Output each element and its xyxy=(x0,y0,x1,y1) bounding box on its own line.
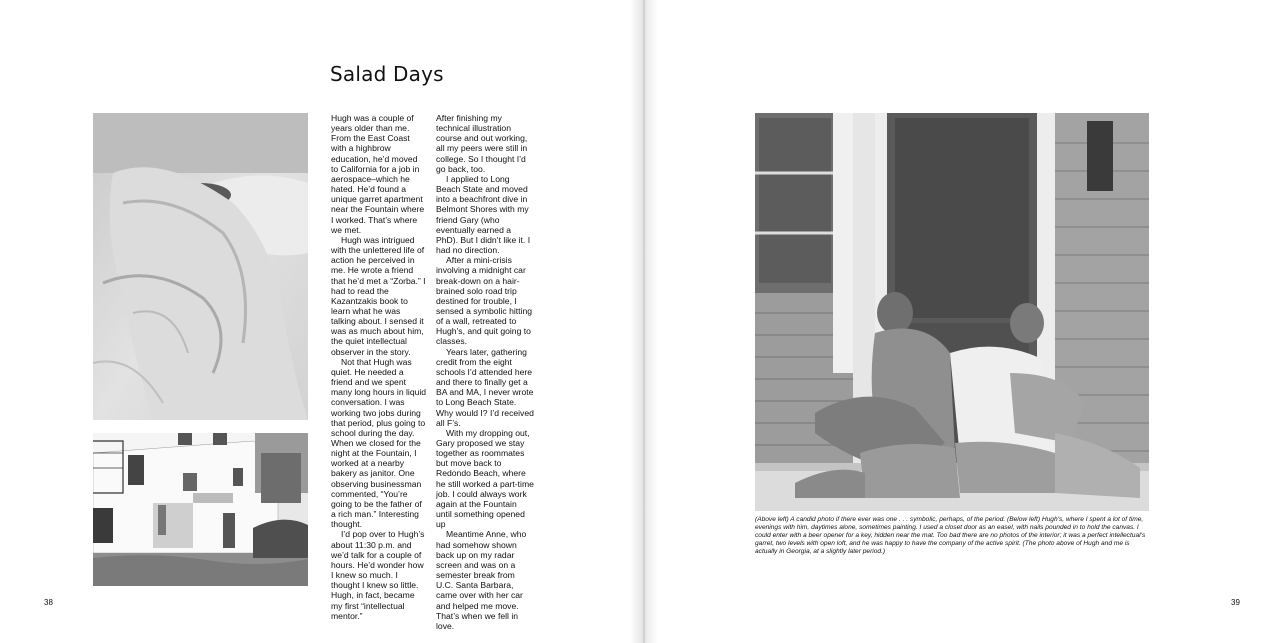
page-title: Salad Days xyxy=(330,62,444,86)
paragraph: I applied to Long Beach State and moved into a beachfront dive in Belmont Shores with my friend Gary (who eventually earned a PhD). But I didn’t like it. I had no direction. xyxy=(436,173,531,256)
house-photo xyxy=(93,433,308,586)
paragraph: Meantime Anne, who had somehow shown back up on my radar screen and was on a semester break from U.C. Santa Barbara, came over with her car and helped me move. That’s when we fell in love. xyxy=(436,529,527,631)
text-column-1 xyxy=(331,113,427,621)
left-page xyxy=(0,0,642,643)
paragraph: Not that Hugh was quiet. He needed a friend and we spent many long hours in liquid conversation. I was working two jobs during that period, plus going to school during the day. When we closed for the night at the Fountain, I worked at a nearby bakery as janitor. One observing businessman commented, “You’re going to be the father of a rich man.” Interesting thought. xyxy=(331,356,427,530)
photo-caption: (Above left) A candid photo if there ever was one . . . symbolic, perhaps, of the period. (Below left) Hugh’s, where I spent a lot of time, evenings with him, daytimes alone, sometimes painting. I used a closet door as an easel, with nails pounded in to hold the canvas. I could enter with a beer opener for a key, hidden near the mat. Too bad there are no photos of the interior; it was a perfect intellectual’s garret, two levels with open loft, and he was happy to have the company of the active spirit. (The photo above of Hugh and me is actually in Georgia, at a slightly later period.) xyxy=(755,516,1146,555)
paragraph: After a mini-crisis involving a midnight car break-down on a hair-brained solo road trip destined for trouble, I sensed a symbolic hitting of a wall, retreated to Hugh’s, and quit going to classes. xyxy=(436,255,533,347)
paragraph: Hugh was intrigued with the unlettered life of action he perceived in me. He wrote a friend that he’d met a “Zorba.” I had to read the Kazantzakis book to learn what he was talking about. I sensed it was as much about him, the quiet intellectual observer in the story. xyxy=(331,234,426,357)
sleeping-man-photo xyxy=(93,113,308,420)
paragraph: Years later, gathering credit from the eight schools I’d attended here and there to finally get a BA and MA, I never wrote to Long Beach State. Why would I? I’d received all F’s. xyxy=(436,346,534,428)
paragraph: Hugh was a couple of years older than me. From the East Coast with a highbrow education, he’d moved to California for a job in aerospace–which he hated. He’d found a unique garret apartment near the Fountain where I worked. That’s where we met. xyxy=(331,113,425,235)
page-number-left: 38 xyxy=(44,598,53,607)
text-column-2 xyxy=(436,113,534,631)
page-number-right: 39 xyxy=(1231,598,1240,607)
paragraph: With my dropping out, Gary proposed we stay together as roommates but move back to Redondo Beach, where he still worked a part-time job. I could always work again at the Fountain until something opened up xyxy=(436,427,534,530)
two-men-porch-photo xyxy=(755,113,1149,511)
paragraph: I’d pop over to Hugh’s about 11:30 p.m. and we’d talk for a couple of hours. He’d wonder how I knew so much. I thought I knew so little. Hugh, in fact, became my first “intellectual mentor.” xyxy=(331,529,425,621)
paragraph: After finishing my technical illustration course and out working, all my peers were still in college. So I thought I’d go back, too. xyxy=(436,113,528,174)
book-gutter xyxy=(630,0,658,643)
